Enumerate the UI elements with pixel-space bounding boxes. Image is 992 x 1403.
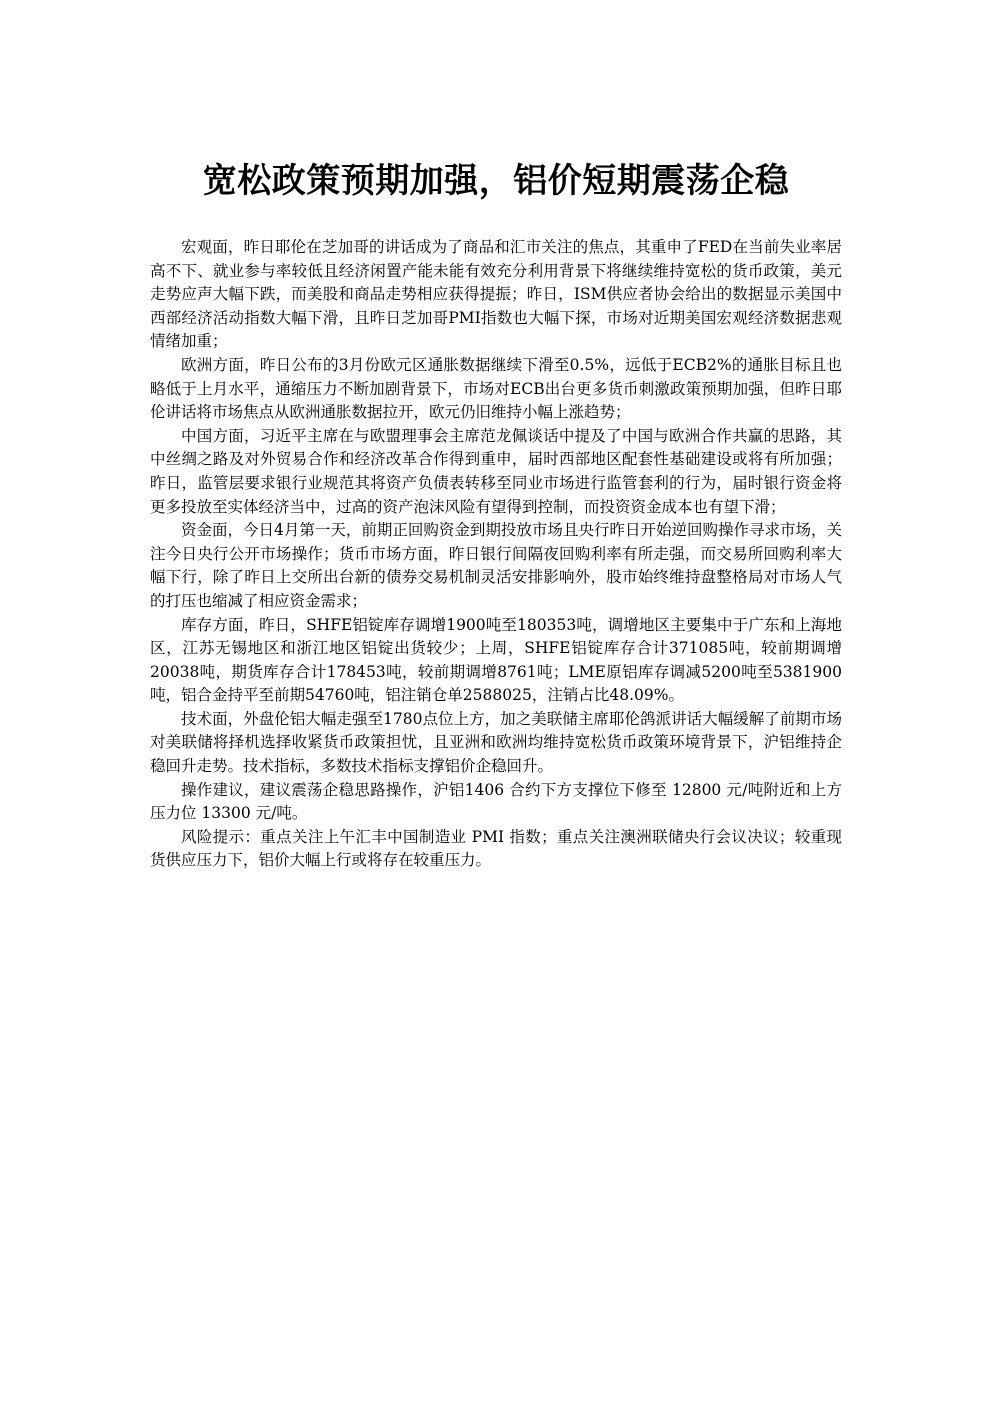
paragraph-funding: 资金面，今日4月第一天，前期正回购资金到期投放市场且央行昨日开始逆回购操作寻求市场，关注今日央行公开市场操作；货币市场方面，昨日银行间隔夜回购利率有所走强，而交易所回购利率大幅下行，除了昨日上交所出台新的债券交易机制灵活安排影响外，股市始终维持盘整格局对市场人气的打压也缩减了相应资金需求；: [150, 521, 842, 610]
document-body: [150, 236, 842, 873]
paragraph-technical: 技术面，外盘伦铝大幅走强至1780点位上方，加之美联储主席耶伦鸽派讲话大幅缓解了前期市场对美联储将择机选择收紧货币政策担忧，且亚洲和欧洲均维持宽松货币政策环境背景下，沪铝维持企稳回升走势。技术指标，多数技术指标支撑铝价企稳回升。: [150, 709, 842, 776]
paragraph-macro: 宏观面，昨日耶伦在芝加哥的讲话成为了商品和汇市关注的焦点，其重申了FED在当前失业率居高不下、就业参与率较低且经济闲置产能未能有效充分利用背景下将继续维持宽松的货币政策，美元走势应声大幅下跌，而美股和商品走势相应获得提振；昨日，ISM供应者协会给出的数据显示美国中西部经济活动指数大幅下滑，且昨日芝加哥PMI指数也大幅下探，市场对近期美国宏观经济数据悲观情绪加重；: [150, 238, 842, 351]
document-title: 宽松政策预期加强，铝价短期震荡企稳: [202, 161, 790, 201]
paragraph-risk: 风险提示：重点关注上午汇丰中国制造业 PMI 指数；重点关注澳洲联储央行会议决议；较重现货供应压力下，铝价大幅上行或将存在较重压力。: [150, 827, 842, 870]
paragraph-inventory: 库存方面，昨日，SHFE铝锭库存调增1900吨至180353吨，调增地区主要集中于广东和上海地区，江苏无锡地区和浙江地区铝锭出货较少；上周，SHFE铝锭库存合计371085吨，较前期调增20038吨，期货库存合计178453吨，较前期调增8761吨；LME原铝库存调减5200吨至5381900吨，铝合金持平至前期54760吨，铝注销仓单2588025，注销占比48.09%。: [150, 615, 842, 705]
paragraph-operation: 操作建议，建议震荡企稳思路操作，沪铝1406 合约下方支撑位下修至 12800 元/吨附近和上方压力位 13300 元/吨。: [150, 780, 842, 823]
paragraph-china: 中国方面，习近平主席在与欧盟理事会主席范龙佩谈话中提及了中国与欧洲合作共赢的思路，其中丝绸之路及对外贸易合作和经济改革合作得到重申，届时西部地区配套性基础建设或将有所加强；昨日，监管层要求银行业规范其将资产负债表转移至同业市场进行监管套利的行为，届时银行资金将更多投放至实体经济当中，过高的资产泡沫风险有望得到控制，而投资资金成本也有望下滑；: [150, 426, 842, 516]
paragraph-europe: 欧洲方面，昨日公布的3月份欧元区通胀数据继续下滑至0.5%，远低于ECB2%的通胀目标且也略低于上月水平，通缩压力不断加剧背景下，市场对ECB出台更多货币刺激政策预期加强，但昨日耶伦讲话将市场焦点从欧洲通胀数据拉开，欧元仍旧维持小幅上涨趋势；: [150, 355, 842, 422]
